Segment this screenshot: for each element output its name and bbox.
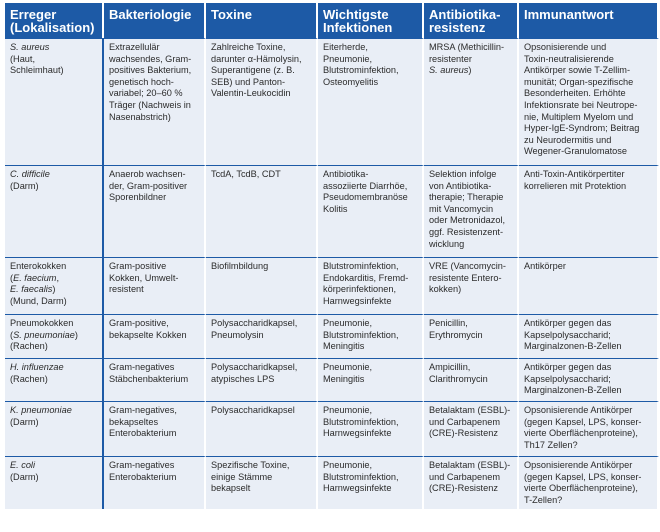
cell-immunantwort: Antikörper gegen das Kapselpolysaccharid; Marginalzonen-B-Zellen [519,358,659,401]
cell-resistenz: Selektion infolge von Antibiotika- therapie; Therapie mit Vancomycin oder Metronidazol, ggf. Resistenzent- wicklung [424,165,519,257]
organism-name: H. influenzae [10,362,64,372]
cell-infektionen: Pneumonie, Blutstrominfektion, Harnwegsinfekte [318,401,424,456]
cell-infektionen: Pneumonie, Blutstrominfektion, Meningitis [318,314,424,358]
cell-immunantwort: Opsonisierende Antikörper (gegen Kapsel, LPS, konser- vierte Oberflächenproteine), T-Zellen? [519,456,659,509]
cell-toxine: Biofilmbildung [206,257,318,314]
cell-erreger [5,456,104,509]
table-row [5,165,659,257]
cell-bakteriologie: Extrazellulär wachsendes, Gram- positives Bakterium, genetisch hoch- variabel; 20–60 % Träger (Nachweis in Nasenabstrich) [104,38,206,165]
table-row [5,358,659,401]
cell-erreger: Enterokokken (E. faecium, E. faecalis) (Mund, Darm) [5,257,104,314]
table-row [5,314,659,358]
table-row [5,257,659,314]
cell-erreger [5,358,104,401]
organism-name: K. pneumoniae [10,405,72,415]
table-row [5,38,659,165]
organism-location: (Darm) [10,471,39,482]
cell-toxine: Zahlreiche Toxine, darunter α-Hämolysin, Superantigene (z. B. SEB) und Panton- Valentin-Leukocidin [206,38,318,165]
table-row [5,401,659,456]
cell-toxine: TcdA, TcdB, CDT [206,165,318,257]
cell-erreger: Pneumokokken (S. pneumoniae) (Rachen) [5,314,104,358]
cell-bakteriologie: Gram-negatives Enterobakterium [104,456,206,509]
cell-infektionen: Pneumonie, Meningitis [318,358,424,401]
cell-resistenz: Betalaktam (ESBL)- und Carbapenem (CRE)-Resistenz [424,401,519,456]
cell-erreger [5,38,104,165]
header-immunantwort: Immunantwort [519,3,659,38]
header-toxine: Toxine [206,3,318,38]
cell-toxine: Polysaccharidkapsel [206,401,318,456]
cell-infektionen: Pneumonie, Blutstrominfektion, Harnwegsinfekte [318,456,424,509]
pathogen-table-container [3,3,657,509]
cell-immunantwort: Opsonisierende und Toxin-neutralisierende Antikörper sowie T-Zellim- munität; Organ-spezifische Besonderheiten. Erhöhte Infektionsrate bei Neutrope- nie, Multiplem Myelom und Hyper-IgE-Syndrom; Beitrag zu Neurodermitis und Wegener-Granulomatose [519,38,659,165]
cell-erreger [5,401,104,456]
organism-location: (Darm) [10,180,39,191]
header-bakteriologie: Bakteriologie [104,3,206,38]
organism-name: C. difficile [10,169,50,179]
cell-bakteriologie: Gram-positive, bekapselte Kokken [104,314,206,358]
cell-immunantwort: Antikörper gegen das Kapselpolysaccharid; Marginalzonen-B-Zellen [519,314,659,358]
cell-immunantwort: Antikörper [519,257,659,314]
cell-bakteriologie: Anaerob wachsen- der, Gram-positiver Sporenbildner [104,165,206,257]
organism-name: E. coli [10,460,36,470]
cell-infektionen: Eiterherde, Pneumonie, Blutstrominfektion, Osteomyelitis [318,38,424,165]
table-row [5,456,659,509]
cell-resistenz: Penicillin, Erythromycin [424,314,519,358]
resistenz-text: MRSA (Methicillin- resistenter S. aureus) [429,42,505,76]
cell-resistenz: Ampicillin, Clarithromycin [424,358,519,401]
header-erreger: Erreger (Lokalisation) [5,3,104,38]
table-header-row [5,3,659,38]
organism-name: S. aureus [10,42,50,52]
cell-toxine: Spezifische Toxine, einige Stämme bekapselt [206,456,318,509]
organism-location: (Rachen) [10,373,48,384]
cell-toxine: Polysaccharidkapsel, atypisches LPS [206,358,318,401]
cell-immunantwort: Opsonisierende Antikörper (gegen Kapsel, LPS, konser- vierte Oberflächenproteine), Th17 Zellen? [519,401,659,456]
header-infektionen: Wichtigste Infektionen [318,3,424,38]
cell-erreger [5,165,104,257]
cell-resistenz: Betalaktam (ESBL)- und Carbapenem (CRE)-Resistenz [424,456,519,509]
cell-infektionen: Antibiotika- assoziierte Diarrhöe, Pseudomembranöse Kolitis [318,165,424,257]
organism-location: (Darm) [10,416,39,427]
cell-resistenz: VRE (Vancomycin- resistente Entero- kokken) [424,257,519,314]
cell-bakteriologie: Gram-positive Kokken, Umwelt- resistent [104,257,206,314]
organism-location: (Haut, Schleimhaut) [10,53,64,76]
cell-resistenz [424,38,519,165]
cell-immunantwort: Anti-Toxin-Antikörpertiter korrelieren mit Protektion [519,165,659,257]
cell-infektionen: Blutstrominfektion, Endokarditis, Fremd- körperinfektionen, Harnwegsinfekte [318,257,424,314]
cell-bakteriologie: Gram-negatives Stäbchenbakterium [104,358,206,401]
cell-bakteriologie: Gram-negatives, bekapseltes Enterobakterium [104,401,206,456]
cell-toxine: Polysaccharidkapsel, Pneumolysin [206,314,318,358]
pathogen-table [3,3,659,509]
header-resistenz: Antibiotika- resistenz [424,3,519,38]
